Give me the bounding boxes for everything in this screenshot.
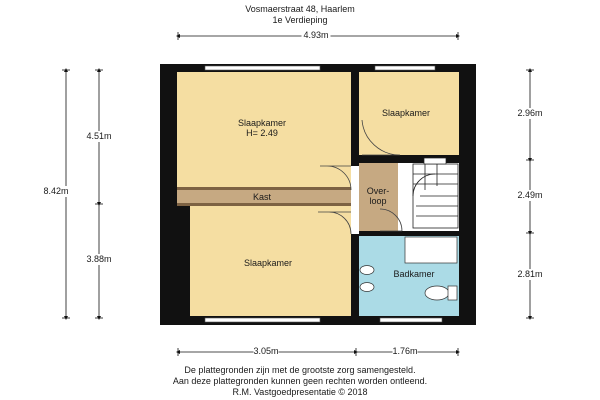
- dim-total-height: 8.42m: [43, 186, 69, 196]
- dim-right-middle: 2.49m: [517, 190, 543, 200]
- kast-line-top: [177, 187, 351, 190]
- floor-title: 1e Verdieping: [272, 15, 328, 25]
- window-top-left: [205, 66, 320, 70]
- toilet: [425, 286, 449, 300]
- dim-top-width: 4.93m: [303, 30, 329, 40]
- copyright-line: R.M. Vastgoedpresentatie © 2018: [232, 387, 368, 397]
- stair-landing-block: [424, 158, 446, 164]
- wall-right: [459, 64, 476, 325]
- room-label-overloop-1: Over-: [366, 186, 390, 196]
- dim-left-lower: 3.88m: [86, 254, 112, 264]
- dim-left-upper: 4.51m: [86, 131, 112, 141]
- wall-left: [160, 64, 177, 325]
- wall-bath-top: [359, 231, 459, 236]
- room-label-slaapkamer-1: Slaapkamer: [237, 118, 287, 128]
- wall-left-inner: [177, 205, 190, 316]
- wall-middle-lower: [351, 234, 359, 316]
- window-top-right: [375, 66, 435, 70]
- toilet-tank: [448, 286, 457, 300]
- window-bottom-left: [205, 318, 320, 322]
- sink-1: [360, 266, 374, 275]
- dim-bottom-left: 3.05m: [253, 346, 279, 356]
- room-label-overloop-2: loop: [369, 196, 387, 206]
- room-label-slaapkamer-3: Slaapkamer: [381, 108, 431, 118]
- dim-bottom-right: 1.76m: [392, 346, 418, 356]
- shower-tray: [405, 237, 457, 263]
- dim-right-top: 2.96m: [517, 108, 543, 118]
- room-label-slaapkamer-2: Slaapkamer: [243, 258, 293, 268]
- room-label-badkamer: Badkamer: [393, 269, 435, 279]
- disclaimer-line-1: De plattegronden zijn met de grootste zorg samengesteld.: [184, 365, 416, 375]
- sink-2: [360, 283, 374, 292]
- disclaimer-line-2: Aan deze plattegronden kunnen geen rechten worden ontleend.: [172, 376, 428, 386]
- room-label-kast: Kast: [252, 192, 272, 202]
- kast-line-bottom: [177, 203, 351, 206]
- room-height-label: H= 2.49: [246, 128, 278, 138]
- window-bottom-right: [380, 318, 442, 322]
- address-title: Vosmaerstraat 48, Haarlem: [245, 4, 355, 14]
- dim-right-bottom: 2.81m: [517, 269, 543, 279]
- wall-middle-upper: [351, 72, 359, 166]
- stair-area-fill: [398, 163, 459, 231]
